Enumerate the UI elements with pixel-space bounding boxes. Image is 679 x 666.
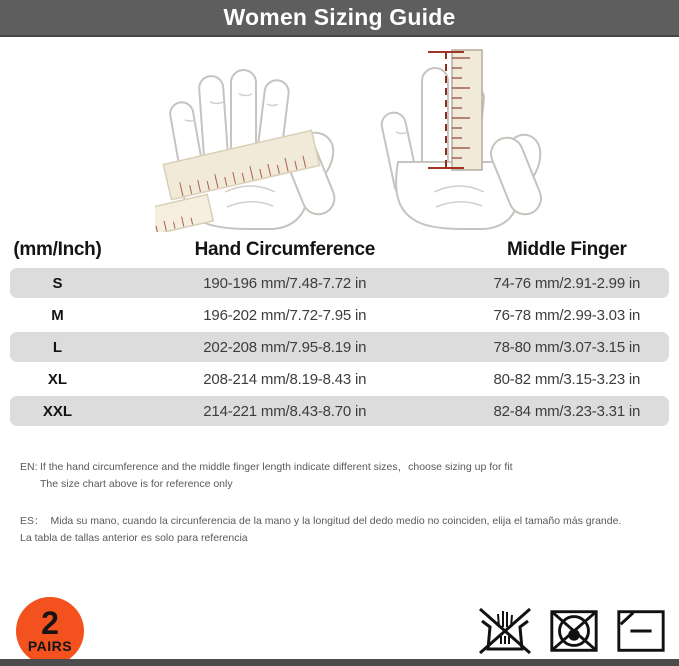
col-header-middle-finger: Middle Finger bbox=[507, 239, 627, 260]
note-es-label: ES： bbox=[20, 515, 45, 527]
middle-finger-illustration bbox=[372, 42, 550, 232]
note-es-line1: Mida su mano, cuando la circunferencia de la mano y la longitud del dedo medio no coinciden, elija el tamaño más grande. bbox=[50, 515, 622, 527]
table-row-l bbox=[10, 332, 669, 362]
note-en-text bbox=[40, 459, 513, 493]
size-table bbox=[10, 236, 669, 428]
note-en-label: EN: bbox=[20, 461, 38, 473]
middle-finger-cell: 82-84 mm/3.23-3.31 in bbox=[493, 402, 641, 420]
pairs-badge bbox=[16, 597, 84, 665]
header-bar bbox=[0, 0, 679, 37]
note-spanish bbox=[20, 513, 621, 547]
size-cell: S bbox=[52, 274, 63, 292]
hand-circumference-cell: 208-214 mm/8.19-8.43 in bbox=[203, 370, 367, 388]
note-en-line2: The size chart above is for reference only bbox=[40, 478, 233, 490]
table-row-m bbox=[10, 300, 669, 330]
middle-finger-cell: 78-80 mm/3.07-3.15 in bbox=[493, 338, 641, 356]
hand-circumference-cell: 202-208 mm/7.95-8.19 in bbox=[203, 338, 367, 356]
size-cell: XL bbox=[47, 370, 68, 388]
table-row-xxl bbox=[10, 396, 669, 426]
hand-illustrations bbox=[0, 40, 679, 232]
hand-circumference-cell: 190-196 mm/7.48-7.72 in bbox=[203, 274, 367, 292]
do-not-tumble-dry-icon bbox=[547, 606, 601, 656]
care-icons bbox=[476, 606, 668, 656]
note-es-line2: La tabla de tallas anterior es solo para referencia bbox=[20, 532, 248, 544]
middle-finger-cell: 76-78 mm/2.99-3.03 in bbox=[493, 306, 641, 324]
footer-bar bbox=[0, 659, 679, 666]
table-header-row bbox=[10, 236, 669, 264]
note-english bbox=[20, 459, 513, 493]
middle-finger-cell: 80-82 mm/3.15-3.23 in bbox=[493, 370, 641, 388]
size-cell: XXL bbox=[42, 402, 73, 420]
hand-circumference-illustration bbox=[155, 42, 350, 232]
hand-circumference-cell: 214-221 mm/8.43-8.70 in bbox=[203, 402, 367, 420]
do-not-wash-icon bbox=[476, 606, 534, 656]
pairs-count: 2 bbox=[41, 605, 59, 641]
table-row-xl bbox=[10, 364, 669, 394]
size-cell: M bbox=[51, 306, 64, 324]
page-title: Women Sizing Guide bbox=[223, 4, 456, 30]
pairs-label: PAIRS bbox=[27, 638, 73, 654]
note-en-line1: If the hand circumference and the middle finger length indicate different sizes，choose sizing up for fit bbox=[40, 461, 513, 473]
hand-circumference-cell: 196-202 mm/7.72-7.95 in bbox=[203, 306, 367, 324]
col-header-unit: (mm/Inch) bbox=[13, 239, 102, 260]
size-cell: L bbox=[52, 338, 63, 356]
col-header-hand-circumference: Hand Circumference bbox=[194, 239, 376, 260]
dry-flat-in-shade-icon bbox=[614, 606, 668, 656]
middle-finger-cell: 74-76 mm/2.91-2.99 in bbox=[493, 274, 641, 292]
table-row-s bbox=[10, 268, 669, 298]
